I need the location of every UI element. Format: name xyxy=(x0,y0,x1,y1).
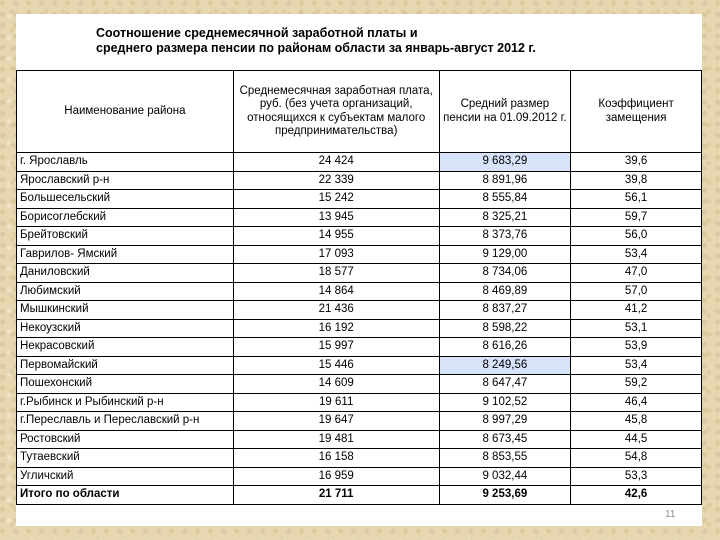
total-salary: 21 711 xyxy=(233,486,439,505)
table-row xyxy=(17,208,702,227)
cell-pension: 8 734,06 xyxy=(439,264,571,283)
cell-ratio: 45,8 xyxy=(571,412,702,431)
cell-ratio: 39,8 xyxy=(571,171,702,190)
cell-pension: 9 129,00 xyxy=(439,245,571,264)
cell-ratio: 44,5 xyxy=(571,430,702,449)
cell-ratio: 47,0 xyxy=(571,264,702,283)
cell-ratio: 46,4 xyxy=(571,393,702,412)
table-row xyxy=(17,375,702,394)
wage-pension-table xyxy=(16,70,702,505)
table-row xyxy=(17,393,702,412)
table-row xyxy=(17,227,702,246)
table-body xyxy=(17,153,702,505)
table-total-row xyxy=(17,486,702,505)
cell-salary: 14 609 xyxy=(233,375,439,394)
table-row xyxy=(17,412,702,431)
cell-salary: 13 945 xyxy=(233,208,439,227)
total-ratio: 42,6 xyxy=(571,486,702,505)
cell-salary: 19 647 xyxy=(233,412,439,431)
page-number: 11 xyxy=(665,509,676,520)
slide xyxy=(16,14,702,526)
cell-salary: 18 577 xyxy=(233,264,439,283)
cell-pension: 8 598,22 xyxy=(439,319,571,338)
cell-salary: 16 959 xyxy=(233,467,439,486)
page-title xyxy=(96,26,616,56)
cell-pension: 8 373,76 xyxy=(439,227,571,246)
cell-district: Некоузский xyxy=(17,319,234,338)
table-row xyxy=(17,356,702,375)
cell-salary: 21 436 xyxy=(233,301,439,320)
cell-ratio: 56,0 xyxy=(571,227,702,246)
cell-ratio: 59,2 xyxy=(571,375,702,394)
table-row xyxy=(17,301,702,320)
cell-pension: 8 837,27 xyxy=(439,301,571,320)
cell-pension: 8 647,47 xyxy=(439,375,571,394)
cell-salary: 15 446 xyxy=(233,356,439,375)
cell-salary: 16 158 xyxy=(233,449,439,468)
cell-pension: 8 673,45 xyxy=(439,430,571,449)
cell-salary: 15 997 xyxy=(233,338,439,357)
cell-district: Некрасовский xyxy=(17,338,234,357)
cell-pension: 8 325,21 xyxy=(439,208,571,227)
total-district: Итого по области xyxy=(17,486,234,505)
table-row xyxy=(17,467,702,486)
cell-district: Любимский xyxy=(17,282,234,301)
table-row xyxy=(17,282,702,301)
cell-district: г. Ярославль xyxy=(17,153,234,172)
cell-pension: 8 616,26 xyxy=(439,338,571,357)
table-header-row xyxy=(17,71,702,153)
cell-ratio: 53,3 xyxy=(571,467,702,486)
cell-salary: 17 093 xyxy=(233,245,439,264)
cell-district: Гаврилов- Ямский xyxy=(17,245,234,264)
cell-district: г.Рыбинск и Рыбинский р-н xyxy=(17,393,234,412)
cell-salary: 14 864 xyxy=(233,282,439,301)
cell-district: Мышкинский xyxy=(17,301,234,320)
cell-district: Пошехонский xyxy=(17,375,234,394)
title-line-2: среднего размера пенсии по районам области за январь-август 2012 г. xyxy=(96,41,536,55)
cell-district: Ростовский xyxy=(17,430,234,449)
cell-district: Большесельский xyxy=(17,190,234,209)
cell-ratio: 53,9 xyxy=(571,338,702,357)
title-line-1: Соотношение среднемесячной заработной платы и xyxy=(96,26,418,40)
cell-district: Тутаевский xyxy=(17,449,234,468)
header-salary: Среднемесячная заработная плата, руб. (без учета организаций, относящихся к субъектам малого предпринимательства) xyxy=(233,71,439,153)
cell-district: Первомайский xyxy=(17,356,234,375)
cell-pension: 9 032,44 xyxy=(439,467,571,486)
table-row xyxy=(17,153,702,172)
table-row xyxy=(17,171,702,190)
header-ratio: Коэффициент замещения xyxy=(571,71,702,153)
cell-district: Даниловский xyxy=(17,264,234,283)
cell-pension: 8 469,89 xyxy=(439,282,571,301)
table-row xyxy=(17,430,702,449)
table-row xyxy=(17,319,702,338)
cell-district: г.Переславль и Переславский р-н xyxy=(17,412,234,431)
cell-district: Угличский xyxy=(17,467,234,486)
table-row xyxy=(17,245,702,264)
table-row xyxy=(17,190,702,209)
header-pension: Средний размер пенсии на 01.09.2012 г. xyxy=(439,71,571,153)
cell-pension: 8 249,56 xyxy=(439,356,571,375)
cell-ratio: 41,2 xyxy=(571,301,702,320)
cell-salary: 16 192 xyxy=(233,319,439,338)
cell-ratio: 56,1 xyxy=(571,190,702,209)
total-pension: 9 253,69 xyxy=(439,486,571,505)
cell-ratio: 57,0 xyxy=(571,282,702,301)
cell-pension: 9 102,52 xyxy=(439,393,571,412)
cell-pension: 8 997,29 xyxy=(439,412,571,431)
cell-district: Ярославский р-н xyxy=(17,171,234,190)
cell-pension: 9 683,29 xyxy=(439,153,571,172)
cell-ratio: 53,4 xyxy=(571,245,702,264)
cell-salary: 22 339 xyxy=(233,171,439,190)
table-row xyxy=(17,264,702,283)
cell-ratio: 59,7 xyxy=(571,208,702,227)
cell-salary: 14 955 xyxy=(233,227,439,246)
cell-salary: 24 424 xyxy=(233,153,439,172)
cell-ratio: 39,6 xyxy=(571,153,702,172)
cell-salary: 19 481 xyxy=(233,430,439,449)
cell-pension: 8 555,84 xyxy=(439,190,571,209)
cell-district: Брейтовский xyxy=(17,227,234,246)
cell-pension: 8 891,96 xyxy=(439,171,571,190)
cell-salary: 19 611 xyxy=(233,393,439,412)
table-row xyxy=(17,449,702,468)
table-row xyxy=(17,338,702,357)
header-district: Наименование района xyxy=(17,71,234,153)
cell-ratio: 54,8 xyxy=(571,449,702,468)
cell-pension: 8 853,55 xyxy=(439,449,571,468)
cell-ratio: 53,1 xyxy=(571,319,702,338)
cell-salary: 15 242 xyxy=(233,190,439,209)
cell-district: Борисоглебский xyxy=(17,208,234,227)
cell-ratio: 53,4 xyxy=(571,356,702,375)
